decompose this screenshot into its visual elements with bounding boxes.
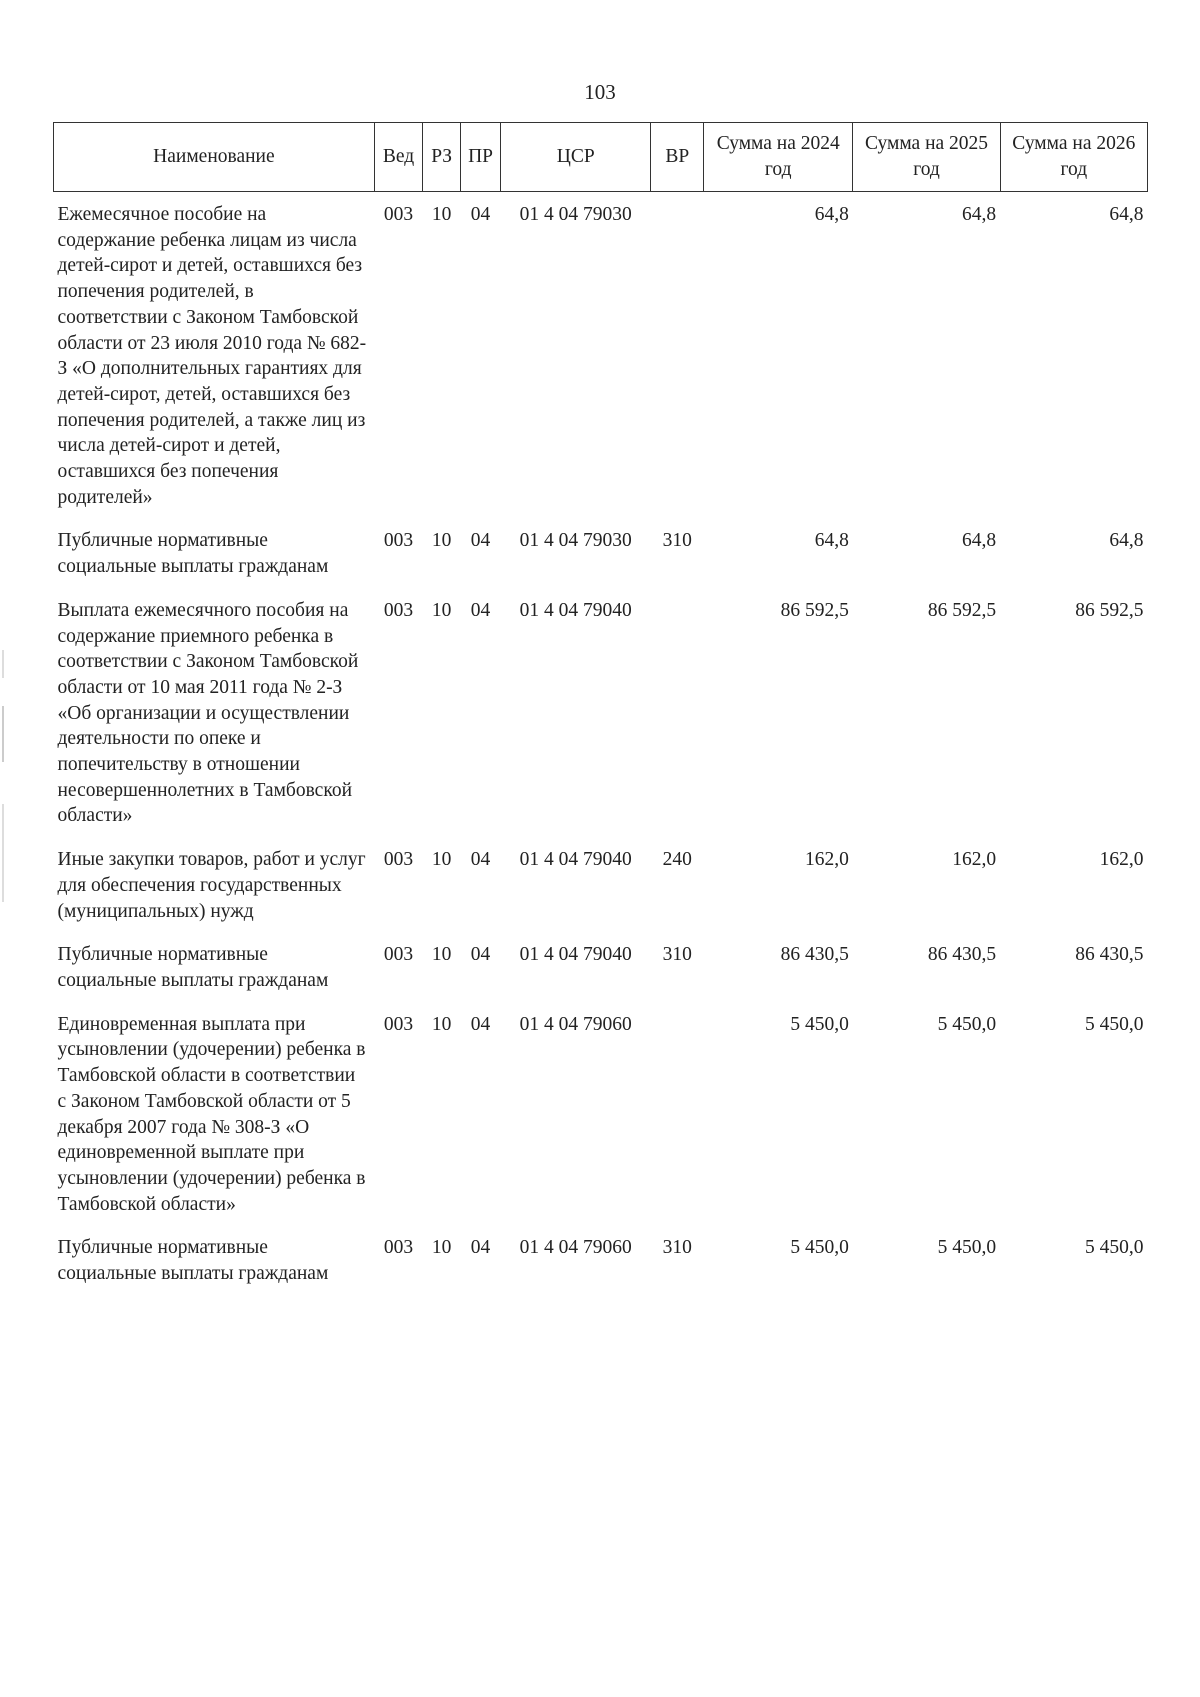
row-vr: 310 [662, 530, 692, 552]
header-csr: ЦСР [501, 123, 651, 192]
scan-edge-artifact [2, 650, 4, 930]
row-rz: 10 [431, 1237, 452, 1259]
table-row [54, 1002, 1148, 1226]
page-number: 103 [584, 80, 616, 104]
row-sum-2024: 5 450,0 [790, 1237, 849, 1259]
row-pr: 04 [470, 204, 491, 225]
row-vr: 310 [662, 1237, 692, 1259]
row-csr: 01 4 04 79040 [519, 599, 632, 621]
row-ved: 003 [383, 1013, 414, 1035]
header-rz: РЗ [423, 123, 461, 192]
row-pr: 04 [470, 944, 491, 966]
row-vr [651, 1002, 704, 1226]
row-sum-2026: 5 450,0 [1085, 1237, 1144, 1259]
row-sum-2024: 86 592,5 [780, 599, 849, 621]
row-sum-2025: 162,0 [952, 849, 997, 871]
row-name: Публичные нормативные социальные выплаты гражданам [57, 530, 329, 578]
table-row [54, 192, 1148, 519]
header-name: Наименование [54, 123, 375, 192]
row-ved: 003 [383, 849, 414, 871]
row-rz: 10 [431, 944, 452, 966]
budget-table [53, 122, 1148, 1295]
row-name: Публичные нормативные социальные выплаты гражданам [57, 1237, 329, 1285]
row-csr: 01 4 04 79030 [519, 530, 632, 552]
header-sum-2024: Сумма на 2024 год [704, 123, 853, 192]
row-sum-2026: 86 430,5 [1075, 944, 1144, 966]
row-vr: 310 [662, 944, 692, 966]
header-ved: Вед [374, 123, 422, 192]
row-sum-2024: 86 430,5 [780, 944, 849, 966]
row-sum-2026: 5 450,0 [1085, 1013, 1144, 1035]
header-pr: ПР [461, 123, 501, 192]
row-sum-2025: 86 592,5 [927, 599, 997, 621]
row-rz: 10 [431, 599, 452, 621]
row-pr: 04 [470, 599, 491, 621]
row-pr: 04 [470, 849, 491, 871]
row-name: Ежемесячное пособие на содержание ребенка лицам из числа детей-сирот и детей, оставшихся без попечения родителей, в соответствии с Законом Тамбовской области от 23 июля 2010 года № 682-З «О дополнительных гарантиях для детей-сирот, детей, оставшихся без попечения родителей, а также лиц из числа детей-сирот и детей, оставшихся без попечения родителей» [57, 204, 367, 508]
row-pr: 04 [470, 530, 491, 552]
row-sum-2025: 86 430,5 [927, 944, 997, 966]
row-rz: 10 [431, 204, 452, 225]
row-sum-2026: 162,0 [1099, 849, 1144, 871]
header-sum-2026: Сумма на 2026 год [1000, 123, 1147, 192]
row-csr: 01 4 04 79060 [519, 1013, 632, 1035]
row-ved: 003 [383, 1237, 414, 1259]
row-sum-2025: 64,8 [962, 204, 997, 225]
row-ved: 003 [383, 204, 414, 225]
row-sum-2025: 5 450,0 [937, 1013, 997, 1035]
row-ved: 003 [383, 599, 414, 621]
row-sum-2025: 64,8 [962, 530, 997, 552]
row-ved: 003 [383, 944, 414, 966]
row-name: Единовременная выплата при усыновлении (удочерении) ребенка в Тамбовской области в соответствии с Законом Тамбовской области от 5 декабря 2007 года № 308-З «О единовременной выплате при усыновлении (удочерении) ребенка в Тамбовской области» [57, 1013, 366, 1215]
row-sum-2025: 5 450,0 [937, 1237, 997, 1259]
row-rz: 10 [431, 530, 452, 552]
row-vr [651, 588, 704, 837]
row-pr: 04 [470, 1237, 491, 1259]
table-row [54, 837, 1148, 932]
table-header-row [54, 123, 1148, 192]
row-rz: 10 [431, 849, 452, 871]
row-sum-2026: 64,8 [1109, 530, 1144, 552]
row-sum-2024: 162,0 [805, 849, 849, 871]
row-vr [651, 192, 704, 519]
row-name: Выплата ежемесячного пособия на содержание приемного ребенка в соответствии с Законом Тамбовской области от 10 мая 2011 года № 2-З «Об организации и осуществлении деятельности по опеке и попечительству в отношении несовершеннолетних в Тамбовской области» [57, 599, 359, 827]
table-row [54, 1225, 1148, 1294]
row-name: Публичные нормативные социальные выплаты гражданам [57, 944, 329, 991]
row-sum-2026: 64,8 [1109, 204, 1144, 225]
row-csr: 01 4 04 79060 [519, 1237, 632, 1259]
header-vr: ВР [651, 123, 704, 192]
header-sum-2025: Сумма на 2025 год [853, 123, 1000, 192]
row-pr: 04 [470, 1013, 491, 1035]
row-csr: 01 4 04 79040 [519, 944, 632, 966]
row-sum-2024: 5 450,0 [790, 1013, 849, 1035]
row-rz: 10 [431, 1013, 452, 1035]
table-row [54, 588, 1148, 837]
row-name: Иные закупки товаров, работ и услуг для обеспечения государственных (муниципальных) нужд [57, 849, 366, 922]
row-ved: 003 [383, 530, 414, 552]
row-csr: 01 4 04 79040 [519, 849, 632, 871]
table-row [54, 932, 1148, 1001]
row-sum-2024: 64,8 [814, 530, 849, 552]
row-vr: 240 [662, 849, 692, 871]
row-sum-2026: 86 592,5 [1075, 599, 1144, 621]
row-sum-2024: 64,8 [814, 204, 849, 225]
table-row [54, 518, 1148, 587]
row-csr: 01 4 04 79030 [519, 204, 632, 225]
